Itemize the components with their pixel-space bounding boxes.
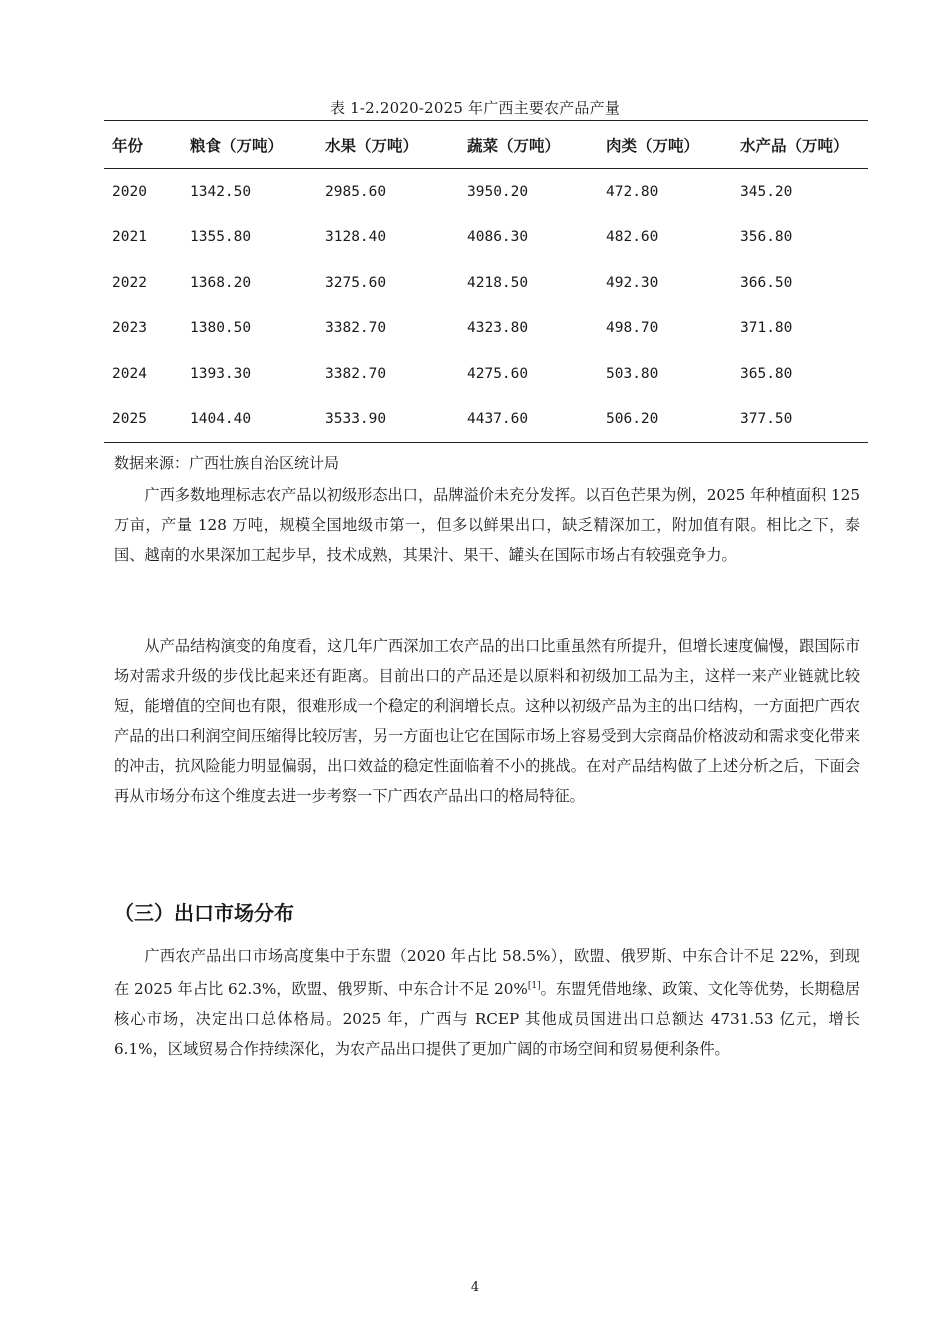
citation-reference[interactable]: [1]	[527, 981, 541, 991]
table-row	[104, 169, 868, 215]
table-row	[104, 397, 868, 443]
paragraph-product-structure: 从产品结构演变的角度看，这几年广西深加工农产品的出口比重虽然有所提升，但增长速度偏慢，跟国际市场对需求升级的步伐比起来还有距离。目前出口的产品还是以原料和初级加工品为主，这样一来产业链就比较短，能增值的空间也有限，很难形成一个稳定的利润增长点。这种以初级产品为主的出口结构，一方面把广西农产品的出口利润空间压缩得比较厉害，另一方面也让它在国际市场上容易受到大宗商品价格波动和需求变化带来的冲击，抗风险能力明显偏弱，出口效益的稳定性面临着不小的挑战。在对产品结构做了上述分析之后，下面会再从市场分布这个维度去进一步考察一下广西农产品出口的格局特征。	[114, 637, 860, 805]
cell-vegetables: 3950.20	[467, 183, 529, 200]
cell-meat: 492.30	[606, 274, 659, 291]
cell-fruit: 2985.60	[325, 183, 387, 200]
header-fruit: 水果（万吨）	[325, 136, 419, 155]
cell-vegetables: 4437.60	[467, 411, 529, 428]
cell-meat: 503.80	[606, 365, 659, 382]
paragraph-text: 广西农产品出口市场高度集中于东盟（2020 年占比 58.5%），欧盟、俄罗斯、中东合计不足 22%，到现在 2025 年占比 62.3%，欧盟、俄罗斯、中东合计不足 20%	[114, 947, 860, 999]
cell-year: 2024	[112, 365, 147, 382]
cell-fruit: 3382.70	[325, 365, 387, 382]
cell-year: 2025	[112, 411, 147, 428]
cell-aquatic: 371.80	[740, 320, 793, 337]
section-heading: （三）出口市场分布	[114, 901, 294, 925]
table-header	[104, 121, 868, 169]
cell-aquatic: 366.50	[740, 274, 793, 291]
cell-aquatic: 365.80	[740, 365, 793, 382]
cell-grain: 1393.30	[190, 365, 252, 382]
cell-grain: 1342.50	[190, 183, 252, 200]
cell-meat: 498.70	[606, 320, 659, 337]
table-row	[104, 306, 868, 352]
paragraph-text: 。东盟凭借地缘、政策、文化等优势，长期稳居核心市场，决定出口总体格局。2025 年，广西与 RCEP 其他成员国进出口总额达 4731.53 亿元，增长 6.1%，区域贸易合作持续深化，为农产品出口提供了更加广阔的市场空间和贸易便利条件。	[114, 980, 861, 1059]
cell-grain: 1355.80	[190, 229, 252, 246]
production-table	[104, 120, 868, 443]
header-grain: 粮食（万吨）	[190, 136, 284, 155]
header-year: 年份	[112, 136, 144, 155]
cell-aquatic: 356.80	[740, 229, 793, 246]
table-row	[104, 351, 868, 397]
cell-aquatic: 377.50	[740, 411, 793, 428]
cell-vegetables: 4218.50	[467, 274, 529, 291]
cell-vegetables: 4323.80	[467, 320, 529, 337]
table-row	[104, 260, 868, 306]
cell-grain: 1380.50	[190, 320, 252, 337]
header-meat: 肉类（万吨）	[606, 136, 700, 155]
table-caption: 表 1-2.2020-2025 年广西主要农产品产量	[329, 99, 621, 117]
cell-aquatic: 345.20	[740, 183, 793, 200]
cell-year: 2023	[112, 320, 147, 337]
cell-grain: 1404.40	[190, 411, 252, 428]
paragraph-branding: 广西多数地理标志农产品以初级形态出口，品牌溢价未充分发挥。以百色芒果为例，2025 年种植面积 125 万亩，产量 128 万吨，规模全国地级市第一，但多以鲜果出口，缺乏精深加工，附加值有限。相比之下，泰国、越南的水果深加工起步早，技术成熟，其果汁、果干、罐头在国际市场占有较强竞争力。	[114, 486, 860, 564]
cell-meat: 506.20	[606, 411, 659, 428]
cell-meat: 472.80	[606, 183, 659, 200]
cell-grain: 1368.20	[190, 274, 252, 291]
cell-vegetables: 4086.30	[467, 229, 529, 246]
cell-fruit: 3382.70	[325, 320, 387, 337]
cell-fruit: 3533.90	[325, 411, 387, 428]
table-source-note: 数据来源：广西壮族自治区统计局	[114, 454, 340, 472]
table-body	[104, 169, 868, 443]
cell-meat: 482.60	[606, 229, 659, 246]
cell-year: 2021	[112, 229, 147, 246]
page-number: 4	[470, 1280, 480, 1295]
cell-fruit: 3128.40	[325, 229, 387, 246]
table-row	[104, 215, 868, 261]
cell-year: 2020	[112, 183, 147, 200]
cell-year: 2022	[112, 274, 147, 291]
header-aquatic: 水产品（万吨）	[740, 136, 849, 155]
cell-vegetables: 4275.60	[467, 365, 529, 382]
cell-fruit: 3275.60	[325, 274, 387, 291]
paragraph-market-distribution	[114, 941, 860, 1064]
header-vegetables: 蔬菜（万吨）	[467, 136, 561, 155]
